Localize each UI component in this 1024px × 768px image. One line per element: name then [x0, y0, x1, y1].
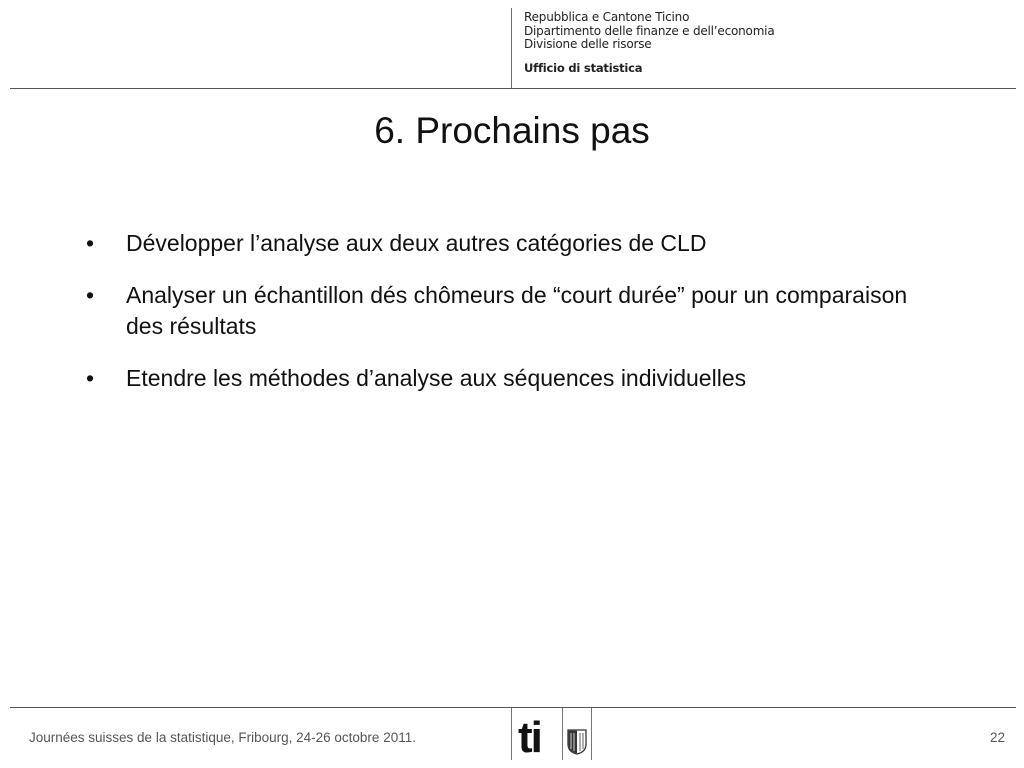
ti-logo-icon	[518, 714, 558, 758]
org-line-republic: Repubblica e Cantone Ticino	[524, 10, 690, 24]
slide-title: 6. Prochains pas	[374, 110, 650, 151]
logo-divider-left	[511, 708, 512, 760]
org-line-department: Dipartimento delle finanze e dell’economia	[524, 23, 775, 38]
bullet-item	[86, 228, 946, 259]
org-line-division: Divisione delle risorse	[524, 37, 652, 51]
bullet-marker: •	[86, 230, 95, 256]
header-divider-horizontal	[10, 88, 1016, 89]
ticino-shield-icon	[567, 729, 587, 755]
svg-text:ti: ti	[518, 714, 541, 758]
logo-divider-right	[591, 708, 592, 760]
bullet-item	[86, 363, 946, 394]
bullet-item	[86, 280, 946, 342]
footer-event-text: Journées suisses de la statistique, Fribourg, 24-26 octobre 2011.	[29, 730, 416, 745]
bullet-text: Développer l’analyse aux deux autres catégories de CLD	[126, 230, 707, 256]
office-name: Ufficio di statistica	[524, 60, 643, 75]
footer-divider	[10, 707, 1016, 708]
bullet-list	[86, 228, 946, 415]
bullet-marker: •	[86, 282, 95, 308]
header-divider-vertical	[511, 8, 512, 88]
logo-divider-middle	[562, 708, 563, 760]
bullet-text: Etendre les méthodes d’analyse aux séquences individuelles	[126, 365, 747, 391]
organization-block	[524, 11, 774, 75]
bullet-text: Analyser un échantillon dés chômeurs de “court durée” pour un comparaison des résultats	[126, 282, 908, 339]
bullet-marker: •	[86, 365, 95, 391]
page-number: 22	[989, 730, 1005, 745]
